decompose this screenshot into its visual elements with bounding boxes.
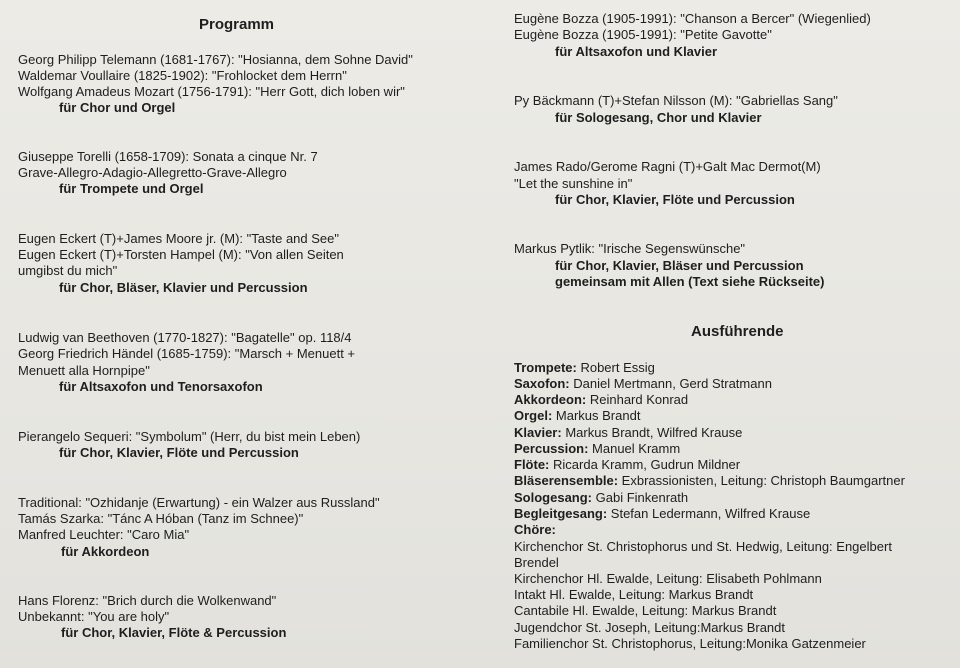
- program-line: Ludwig van Beethoven (1770-1827): "Bagatelle" op. 118/4: [18, 330, 352, 345]
- choir-line: Brendel: [514, 555, 559, 570]
- instrumentation-line: für Chor, Klavier, Flöte & Percussion: [61, 625, 287, 640]
- program-line: Grave-Allegro-Adagio-Allegretto-Grave-Allegro: [18, 165, 287, 180]
- program-line: umgibst du mich": [18, 263, 118, 278]
- instrumentation-line: für Trompete und Orgel: [59, 181, 204, 196]
- performer-line: [514, 392, 688, 408]
- performer-role: Chöre:: [514, 522, 556, 537]
- performer-role: Orgel:: [514, 408, 553, 423]
- performer-names: Gabi Finkenrath: [592, 490, 689, 505]
- choir-line: Cantabile Hl. Ewalde, Leitung: Markus Brandt: [514, 603, 777, 618]
- performer-role: Klavier:: [514, 425, 562, 440]
- instrumentation-line: für Chor und Orgel: [59, 100, 176, 115]
- performer-names: Markus Brandt, Wilfred Krause: [561, 425, 743, 440]
- program-line: Unbekannt: "You are holy": [18, 609, 170, 624]
- performer-names: Markus Brandt: [552, 408, 641, 423]
- performer-names: Exbrassionisten, Leitung: Christoph Baumgartner: [618, 473, 905, 488]
- program-line: Py Bäckmann (T)+Stefan Nilsson (M): "Gabriellas Sang": [514, 93, 838, 108]
- instrumentation-line: für Chor, Klavier, Flöte und Percussion: [555, 192, 795, 207]
- performer-line: [514, 376, 772, 392]
- program-line: "Let the sunshine in": [514, 176, 633, 191]
- choir-line: Familienchor St. Christophorus, Leitung:Monika Gatzenmeier: [514, 636, 866, 651]
- performer-line: [514, 408, 640, 424]
- performer-role: Saxofon:: [514, 376, 570, 391]
- choir-line: Jugendchor St. Joseph, Leitung:Markus Brandt: [514, 620, 785, 635]
- performers-heading: Ausführende: [691, 323, 784, 340]
- performer-role: Percussion:: [514, 441, 589, 456]
- program-line: James Rado/Gerome Ragni (T)+Galt Mac Dermot(M): [514, 159, 821, 174]
- program-line: Eugen Eckert (T)+James Moore jr. (M): "Taste and See": [18, 231, 339, 246]
- program-line: Traditional: "Ozhidanje (Erwartung) - ein Walzer aus Russland": [18, 495, 380, 510]
- program-line: Tamás Szarka: "Tánc A Hóban (Tanz im Schnee)": [18, 511, 304, 526]
- performer-names: Robert Essig: [576, 360, 655, 375]
- program-line: Waldemar Voullaire (1825-1902): "Frohlocket dem Herrn": [18, 68, 347, 83]
- instrumentation-line: für Altsaxofon und Tenorsaxofon: [59, 379, 263, 394]
- program-line: Giuseppe Torelli (1658-1709): Sonata a cinque Nr. 7: [18, 149, 318, 164]
- program-line: Markus Pytlik: "Irische Segenswünsche": [514, 241, 746, 256]
- program-line: Eugen Eckert (T)+Torsten Hampel (M): "Von allen Seiten: [18, 247, 344, 262]
- performer-role: Trompete:: [514, 360, 577, 375]
- performer-line: [514, 506, 810, 522]
- program-line: Georg Friedrich Händel (1685-1759): "Marsch + Menuett +: [18, 346, 356, 361]
- instrumentation-line: gemeinsam mit Allen (Text siehe Rückseite): [555, 274, 825, 289]
- instrumentation-line: für Chor, Bläser, Klavier und Percussion: [59, 280, 308, 295]
- performer-names: Reinhard Konrad: [586, 392, 689, 407]
- performer-line: [514, 441, 680, 457]
- program-line: Eugène Bozza (1905-1991): "Chanson a Bercer" (Wiegenlied): [514, 11, 871, 26]
- performer-line: [514, 360, 655, 376]
- program-line: Hans Florenz: "Brich durch die Wolkenwand": [18, 593, 277, 608]
- instrumentation-line: für Altsaxofon und Klavier: [555, 44, 718, 59]
- performer-role: Begleitgesang:: [514, 506, 608, 521]
- performer-line: [514, 522, 556, 538]
- performer-names: Ricarda Kramm, Gudrun Mildner: [549, 457, 741, 472]
- performer-names: Manuel Kramm: [588, 441, 681, 456]
- performer-role: Flöte:: [514, 457, 550, 472]
- choir-line: Kirchenchor Hl. Ewalde, Leitung: Elisabeth Pohlmann: [514, 571, 822, 586]
- performer-line: [514, 457, 740, 473]
- performer-line: [514, 473, 905, 489]
- performer-role: Bläserensemble:: [514, 473, 619, 488]
- instrumentation-line: für Akkordeon: [61, 544, 150, 559]
- program-line: Pierangelo Sequeri: "Symbolum" (Herr, du bist mein Leben): [18, 429, 361, 444]
- program-line: Wolfgang Amadeus Mozart (1756-1791): "Herr Gott, dich loben wir": [18, 84, 405, 99]
- instrumentation-line: für Chor, Klavier, Bläser und Percussion: [555, 258, 804, 273]
- program-line: Manfred Leuchter: "Caro Mia": [18, 527, 190, 542]
- program-line: Georg Philipp Telemann (1681-1767): "Hosianna, dem Sohne David": [18, 52, 413, 67]
- program-heading: Programm: [199, 16, 275, 33]
- instrumentation-line: für Sologesang, Chor und Klavier: [555, 110, 762, 125]
- performer-line: [514, 425, 742, 441]
- program-line: Menuett alla Hornpipe": [18, 363, 150, 378]
- choir-line: Kirchenchor St. Christophorus und St. Hedwig, Leitung: Engelbert: [514, 539, 892, 554]
- choir-line: Intakt Hl. Ewalde, Leitung: Markus Brandt: [514, 587, 754, 602]
- performer-role: Akkordeon:: [514, 392, 587, 407]
- program-line: Eugène Bozza (1905-1991): "Petite Gavotte": [514, 27, 772, 42]
- instrumentation-line: für Chor, Klavier, Flöte und Percussion: [59, 445, 299, 460]
- performer-names: Daniel Mertmann, Gerd Stratmann: [569, 376, 772, 391]
- performer-role: Sologesang:: [514, 490, 593, 505]
- performer-names: Stefan Ledermann, Wilfred Krause: [607, 506, 811, 521]
- performer-line: [514, 490, 688, 506]
